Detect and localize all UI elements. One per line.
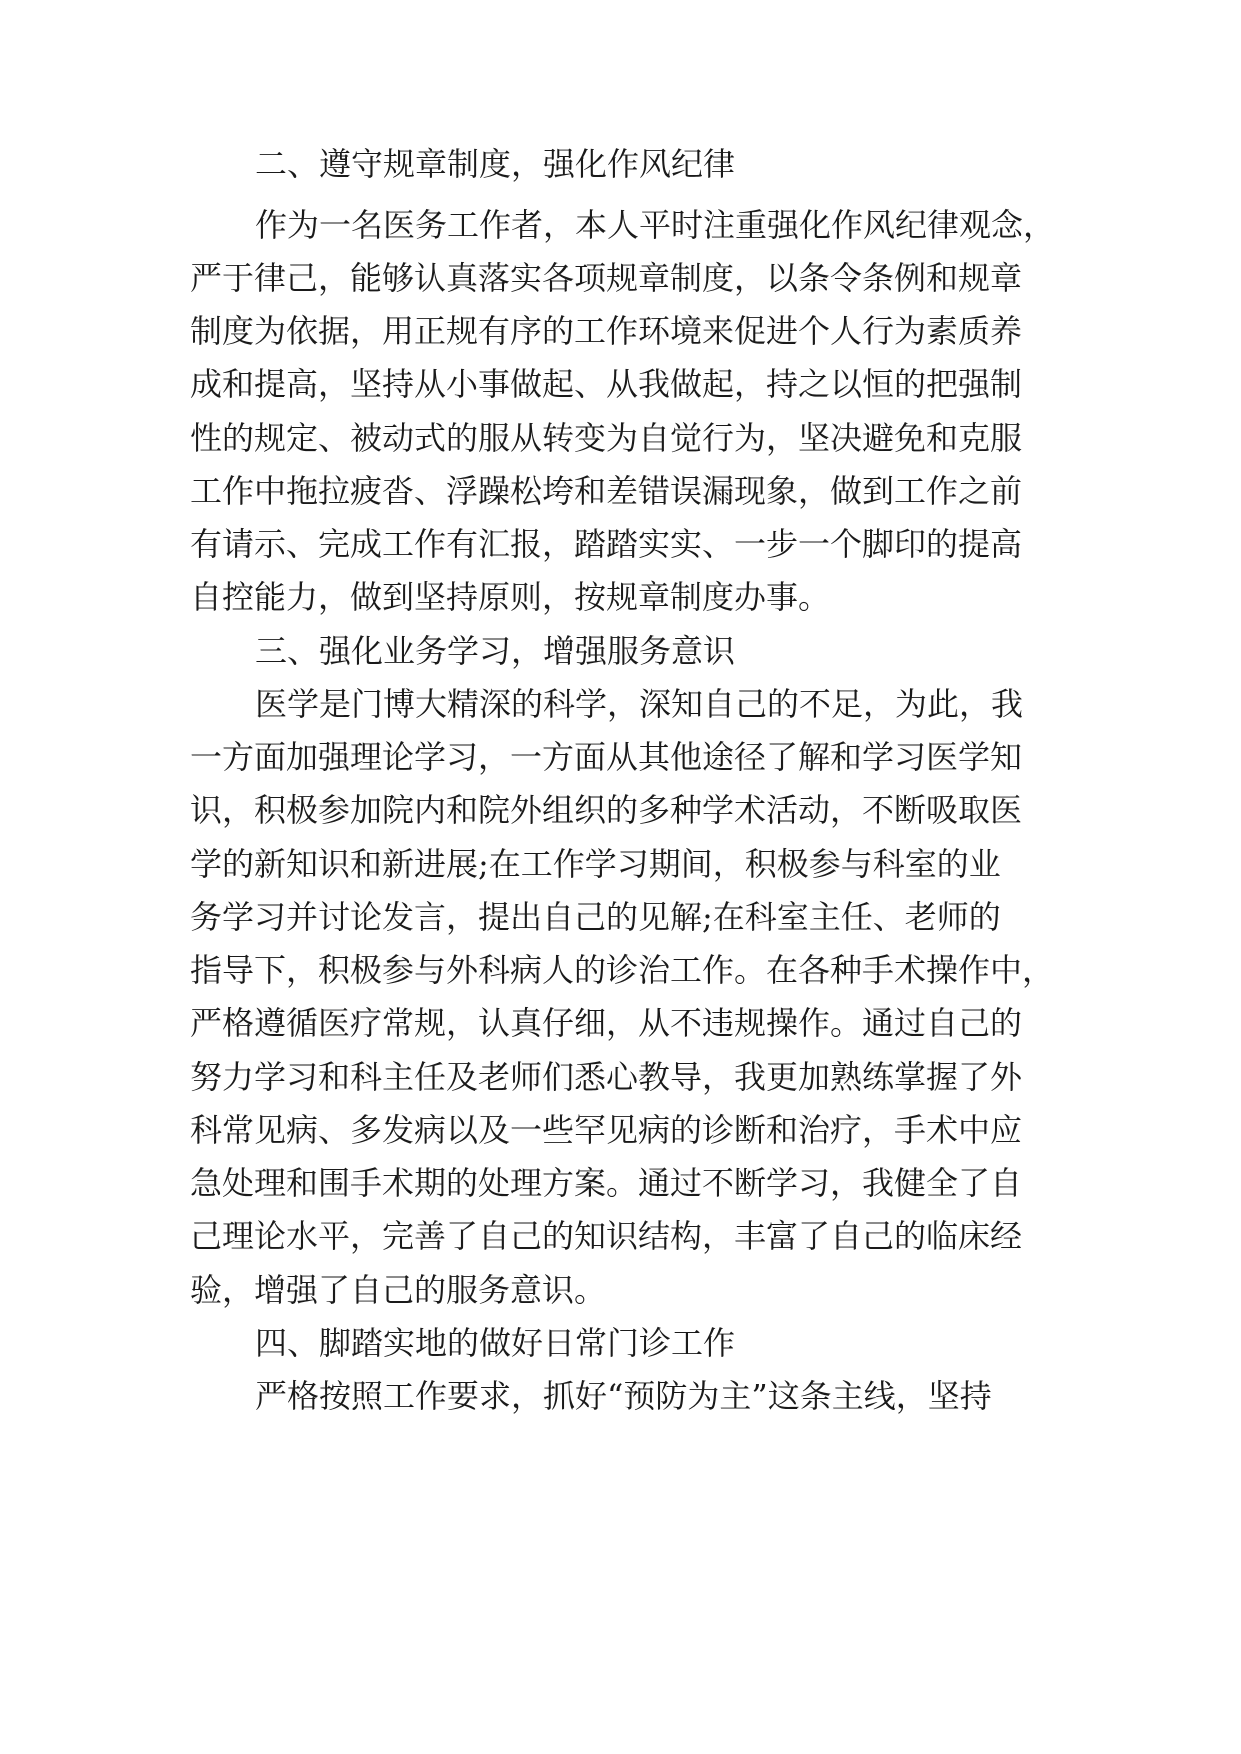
paragraph-line: 有请示、完成工作有汇报，踏踏实实、一步一个脚印的提高 [190, 525, 1023, 563]
paragraph-line: 严格遵循医疗常规，认真仔细，从不违规操作。通过自己的 [190, 1004, 1023, 1042]
paragraph-line: 科常见病、多发病以及一些罕见病的诊断和治疗，手术中应 [190, 1111, 1023, 1149]
paragraph-line: 识，积极参加院内和院外组织的多种学术活动，不断吸取医 [190, 791, 1023, 829]
paragraph-line: 作为一名医务工作者，本人平时注重强化作风纪律观念， [255, 206, 1056, 244]
paragraph-line: 工作中拖拉疲沓、浮躁松垮和差错误漏现象，做到工作之前 [190, 472, 1023, 510]
paragraph-line: 医学是门博大精深的科学，深知自己的不足，为此，我 [255, 685, 1024, 723]
paragraph-line: 急处理和围手术期的处理方案。通过不断学习，我健全了自 [190, 1164, 1023, 1202]
paragraph-line: 己理论水平，完善了自己的知识结构，丰富了自己的临床经 [190, 1217, 1023, 1255]
paragraph-line: 学的新知识和新进展;在工作学习期间，积极参与科室的业 [190, 845, 1001, 883]
paragraph-line: 严格按照工作要求，抓好“预防为主”这条主线，坚持 [255, 1377, 992, 1415]
section-heading-3: 三、强化业务学习，增强服务意识 [255, 632, 736, 670]
paragraph-line: 严于律己，能够认真落实各项规章制度，以条令条例和规章 [190, 259, 1023, 297]
section-heading-4: 四、脚踏实地的做好日常门诊工作 [255, 1324, 736, 1362]
paragraph-line: 性的规定、被动式的服从转变为自觉行为，坚决避免和克服 [190, 419, 1023, 457]
paragraph-line: 务学习并讨论发言，提出自己的见解;在科室主任、老师的 [190, 898, 1001, 936]
paragraph-line: 验，增强了自己的服务意识。 [190, 1271, 607, 1309]
paragraph-line: 成和提高，坚持从小事做起、从我做起，持之以恒的把强制 [190, 365, 1023, 403]
paragraph-line: 制度为依据，用正规有序的工作环境来促进个人行为素质养 [190, 312, 1023, 350]
section-heading-2: 二、遵守规章制度，强化作风纪律 [255, 145, 736, 183]
paragraph-line: 自控能力，做到坚持原则，按规章制度办事。 [190, 578, 831, 616]
paragraph-line: 指导下，积极参与外科病人的诊治工作。在各种手术操作中， [190, 951, 1055, 989]
paragraph-line: 努力学习和科主任及老师们悉心教导，我更加熟练掌握了外 [190, 1058, 1023, 1096]
paragraph-line: 一方面加强理论学习，一方面从其他途径了解和学习医学知 [190, 738, 1023, 776]
